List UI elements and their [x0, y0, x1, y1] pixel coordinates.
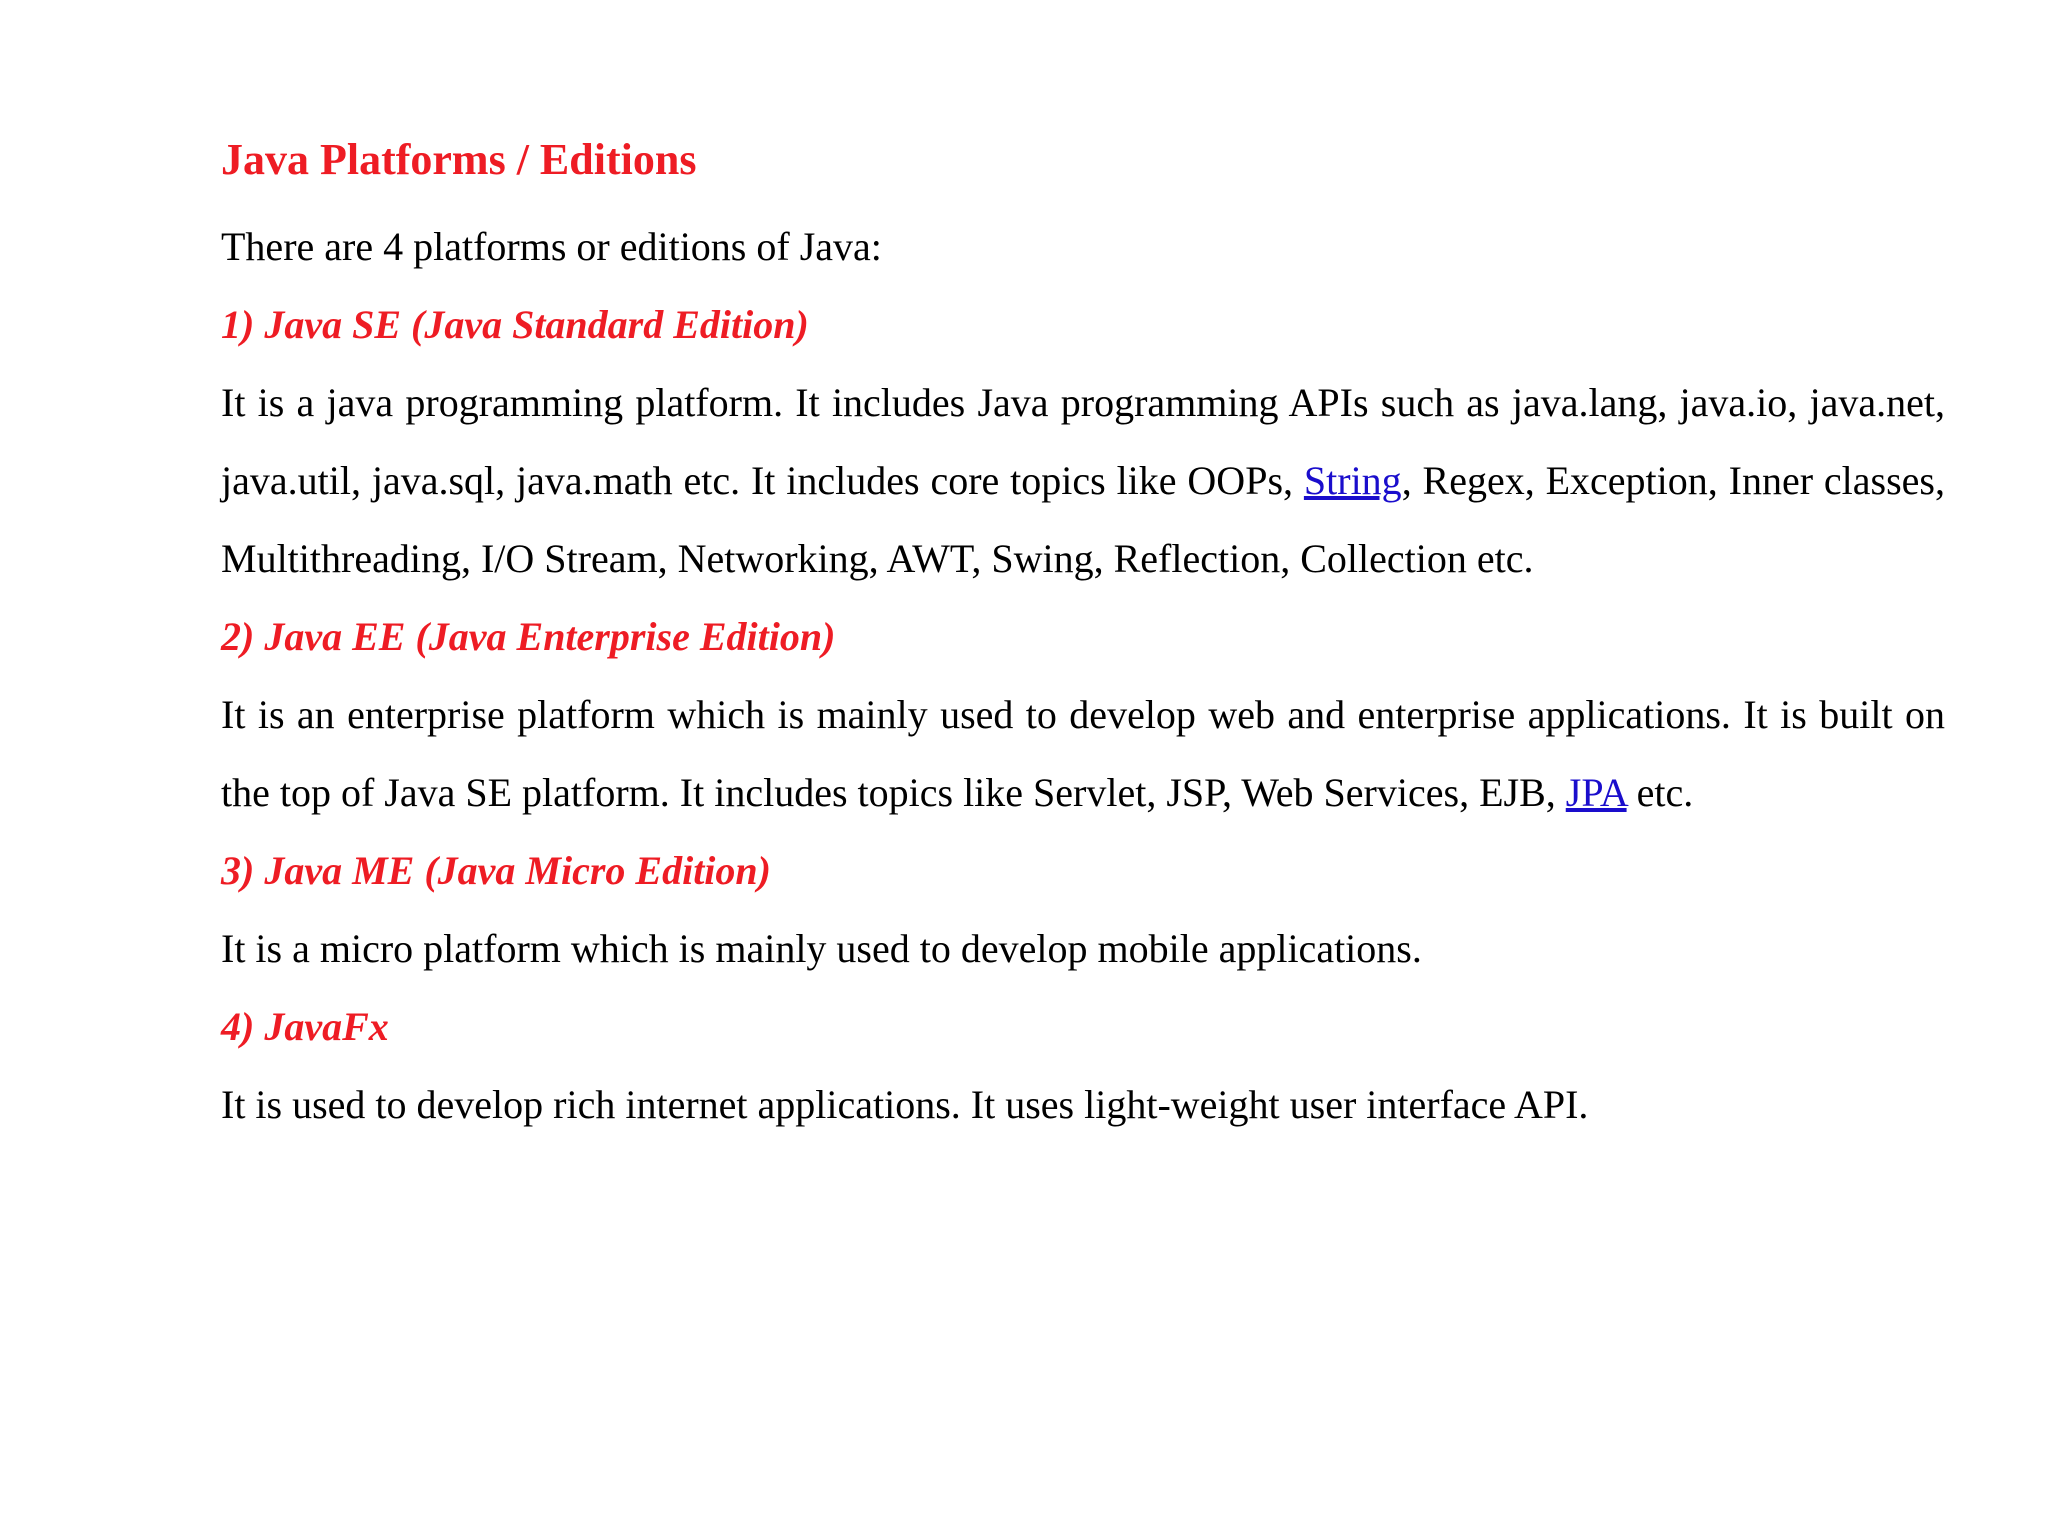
jpa-link[interactable]: JPA [1565, 770, 1627, 815]
document-page [221, 130, 1945, 1144]
page-title: Java Platforms / Editions [221, 135, 697, 184]
section-heading-java-ee: 2) Java EE (Java Enterprise Edition) [221, 614, 836, 659]
section-body-java-ee [221, 676, 1945, 832]
section-text-java-se-part1: It is a java programming platform. It includes Java programming APIs such as java.lang, java.io, java.net, java.util, java.sql, java.math etc. It includes core topics like OOPs, [221, 380, 1945, 503]
section-text-java-ee-part1: It is an enterprise platform which is mainly used to develop web and enterprise applications. It is built on the top of Java SE platform. It includes topics like Servlet, JSP, Web Services, EJB, [221, 692, 1945, 815]
section-body-javafx: It is used to develop rich internet applications. It uses light-weight user interface API. [221, 1082, 1589, 1127]
section-body-java-se [221, 364, 1945, 598]
section-heading-javafx: 4) JavaFx [221, 1004, 389, 1049]
section-text-java-ee-part2: etc. [1626, 770, 1694, 815]
section-heading-java-se: 1) Java SE (Java Standard Edition) [221, 302, 809, 347]
string-link[interactable]: String [1303, 458, 1402, 503]
section-heading-java-me: 3) Java ME (Java Micro Edition) [221, 848, 771, 893]
intro-text: There are 4 platforms or editions of Java: [221, 224, 882, 269]
section-body-java-me: It is a micro platform which is mainly used to develop mobile applications. [221, 926, 1422, 971]
section-text-java-se-part2: , Regex, Exception, Inner classes, Multithreading, I/O Stream, Networking, AWT, Swing, Reflection, Collection etc. [221, 458, 1945, 581]
